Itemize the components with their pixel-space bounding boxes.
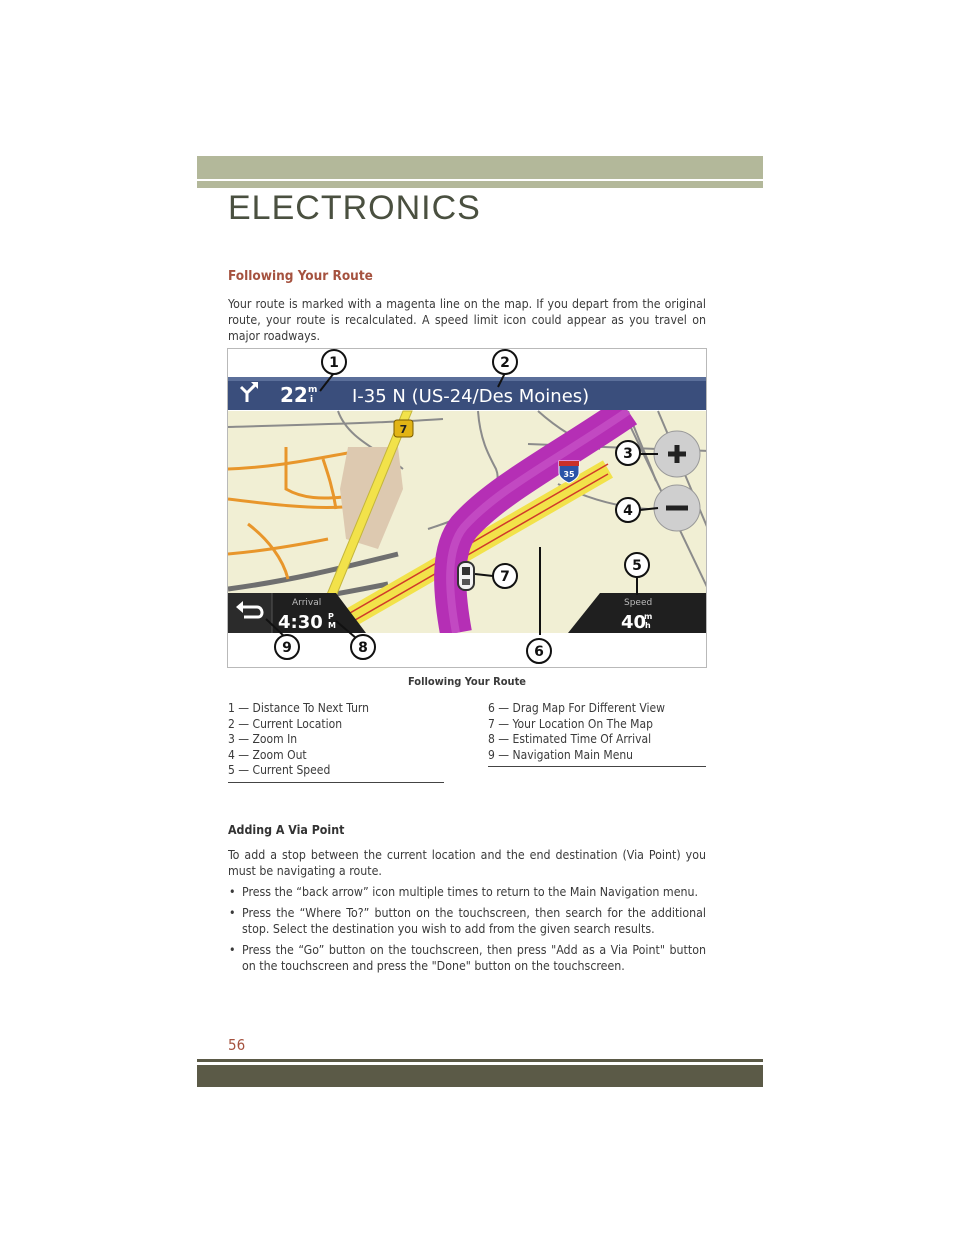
callout-7: 7 xyxy=(500,569,510,585)
header-rule xyxy=(197,181,763,188)
zoom-in-button xyxy=(654,431,700,477)
back-button xyxy=(228,593,272,633)
legend-item: 3 — Zoom In xyxy=(228,732,298,747)
callout-4: 4 xyxy=(623,503,633,519)
distance-unit-bottom: i xyxy=(310,395,314,405)
bullet-symbol: • xyxy=(229,885,236,899)
speed-label: Speed xyxy=(624,598,653,608)
vehicle-icon xyxy=(458,562,474,590)
callout-6: 6 xyxy=(534,644,544,660)
legend-item: 2 — Current Location xyxy=(228,716,343,731)
section-title: ELECTRONICS xyxy=(228,189,481,227)
distance-unit-top: m xyxy=(308,385,318,395)
list-item xyxy=(228,942,706,974)
map-screen xyxy=(228,349,707,668)
callout-1: 1 xyxy=(329,355,339,371)
legend-item: 7 — Your Location On The Map xyxy=(488,716,653,731)
heading-following-route: Following Your Route xyxy=(228,268,373,284)
intro-paragraph: Your route is marked with a magenta line on the map. If you depart from the original route, your route is recalculated. A speed limit icon could appear as you travel on major roadways. xyxy=(228,297,706,343)
callout-8: 8 xyxy=(358,640,368,656)
legend-item: 9 — Navigation Main Menu xyxy=(488,747,634,762)
arrival-label: Arrival xyxy=(292,598,322,608)
arrival-ampm-bottom: M xyxy=(328,621,336,630)
bullet-symbol: • xyxy=(229,906,236,920)
speed-value: 40 xyxy=(621,612,647,633)
legend-left xyxy=(228,701,444,783)
navigation-map-figure xyxy=(227,348,707,668)
speed-unit-bottom: h xyxy=(645,621,651,630)
street-name: I-35 N (US-24/Des Moines) xyxy=(352,386,590,407)
legend-item: 6 — Drag Map For Different View xyxy=(488,701,665,715)
distance-value: 22 xyxy=(280,383,308,407)
callout-9: 9 xyxy=(282,640,292,656)
callout-2: 2 xyxy=(500,355,510,371)
list-item-text: Press the “Go” button on the touchscreen, then press "Add as a Via Point" button on the touchscreen and press the "Done" button on the touchscreen. xyxy=(242,943,706,973)
footer-rule xyxy=(197,1059,763,1062)
legend-item: 5 — Current Speed xyxy=(228,763,331,778)
legend-item: 4 — Zoom Out xyxy=(228,747,307,762)
via-intro-paragraph: To add a stop between the current location and the end destination (Via Point) you must be navigating a route. xyxy=(228,848,706,878)
callout-3: 3 xyxy=(623,446,633,462)
page-number: 56 xyxy=(228,1036,246,1054)
legend-item: 1 — Distance To Next Turn xyxy=(228,701,369,715)
header-bar xyxy=(197,156,763,179)
figure-caption: Following Your Route xyxy=(407,675,527,688)
list-item xyxy=(228,884,706,900)
list-item-text: Press the “back arrow” icon multiple times to return to the Main Navigation menu. xyxy=(242,885,699,899)
shield-7-label: 7 xyxy=(399,423,408,436)
heading-via-point: Adding A Via Point xyxy=(228,823,345,837)
arrival-ampm-top: P xyxy=(328,612,334,621)
legend-item: 8 — Estimated Time Of Arrival xyxy=(488,732,652,747)
zoom-out-button xyxy=(654,485,700,531)
legend-right xyxy=(488,701,706,767)
callout-5: 5 xyxy=(632,558,642,574)
shield-35-label: 35 xyxy=(563,470,575,479)
bullet-symbol: • xyxy=(229,943,236,957)
footer-bar xyxy=(197,1065,763,1087)
speed-unit-top: m xyxy=(644,612,653,621)
arrival-time: 4:30 xyxy=(278,612,323,633)
instruction-list xyxy=(228,884,706,979)
list-item-text: Press the “Where To?” button on the touchscreen, then search for the additional stop. Select the destination you wish to add from the given search results. xyxy=(242,906,706,936)
list-item xyxy=(228,905,706,937)
